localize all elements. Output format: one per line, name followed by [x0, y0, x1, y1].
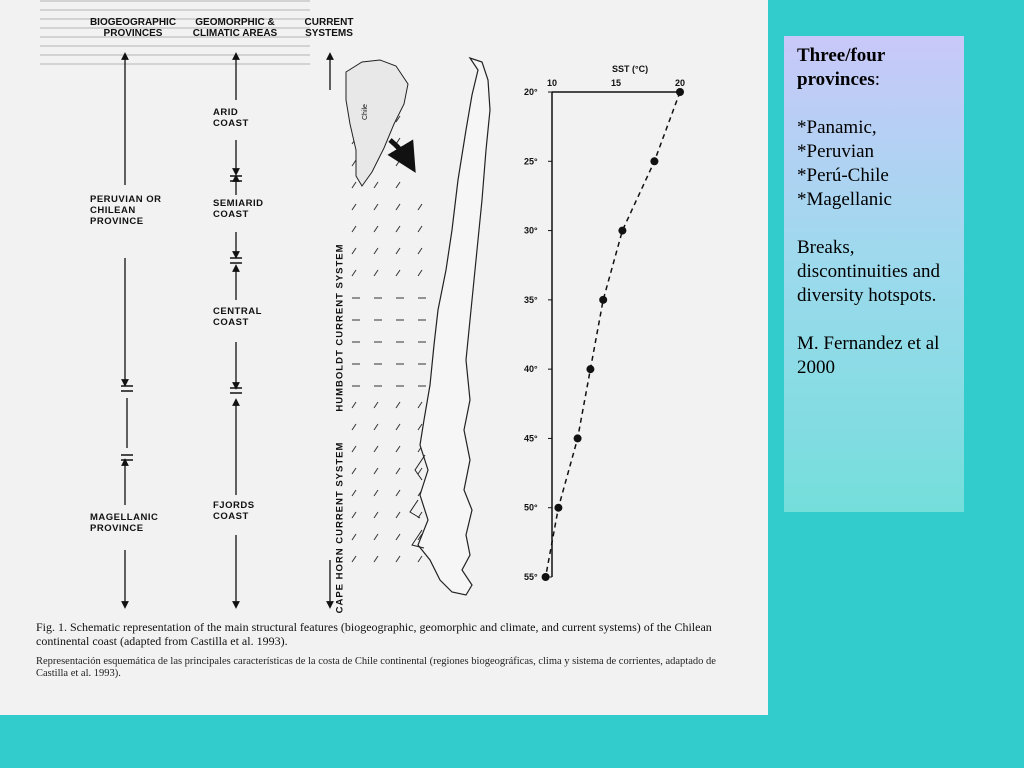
figure-caption-english: Fig. 1. Schematic representation of the main structural features (biogeographic, geomorphic and climate, and current systems) of the Chilean continental coast (adapted from Castilla et al. 1993).: [36, 620, 712, 648]
current-flow-arrow: [396, 160, 400, 166]
current-flow-arrow: [352, 182, 356, 188]
notes-breaks: Breaks, discontinuities and diversity hotspots.: [797, 237, 941, 306]
sst-line: [546, 92, 680, 577]
current-flow-arrow: [396, 226, 400, 232]
sst-data-point: [574, 434, 582, 442]
label-central-coast: CENTRAL COAST: [213, 306, 262, 328]
notes-panel: [784, 36, 964, 512]
label-fjords-coast: FJORDS COAST: [213, 500, 255, 522]
sst-y-tick-label: 45°: [524, 433, 538, 444]
current-flow-arrow: [396, 204, 400, 210]
sst-data-point: [618, 227, 626, 235]
current-flow-arrow: [374, 534, 378, 540]
current-flow-arrow: [352, 270, 356, 276]
current-flow-arrow: [396, 424, 400, 430]
current-flow-arrow: [352, 512, 356, 518]
current-flow-arrow: [396, 270, 400, 276]
current-flow-arrow: [418, 270, 422, 276]
sst-data-point: [650, 157, 658, 165]
sst-data-point: [676, 88, 684, 96]
current-flow-arrow: [374, 424, 378, 430]
current-flow-arrow: [396, 248, 400, 254]
chile-map-outline: [418, 58, 490, 595]
sst-data-point: [554, 504, 562, 512]
current-flow-arrow: [396, 468, 400, 474]
current-flow-arrow: [374, 556, 378, 562]
notes-title: Three/four provinces:: [797, 45, 885, 90]
current-flow-arrow: [352, 534, 356, 540]
sst-chart: [524, 64, 685, 582]
label-magellanic-province: MAGELLANIC PROVINCE: [90, 512, 159, 534]
current-flow-arrow: [374, 270, 378, 276]
inset-chile-label: Chile: [362, 104, 369, 120]
sst-y-tick-label: 55°: [524, 572, 538, 582]
sst-y-tick-label: 30°: [524, 225, 538, 236]
current-flow-arrow: [374, 490, 378, 496]
current-flow-arrow: [352, 248, 356, 254]
current-flow-arrow: [352, 160, 356, 166]
sst-x-tick-label: 15: [611, 78, 622, 88]
current-flow-arrow: [396, 446, 400, 452]
current-flow-arrow: [374, 226, 378, 232]
sst-data-point: [586, 365, 594, 373]
label-capehorn-current: CAPE HORN CURRENT SYSTEM: [334, 441, 346, 614]
current-flow-arrow: [374, 182, 378, 188]
sst-y-tick-label: 20°: [524, 87, 538, 97]
current-flow-arrow: [418, 468, 422, 474]
current-flow-arrow: [396, 534, 400, 540]
current-flow-arrow: [396, 402, 400, 408]
current-flow-arrow: [352, 490, 356, 496]
current-flow-arrow: [374, 204, 378, 210]
notes-citation: M. Fernandez et al 2000: [797, 333, 940, 378]
label-peruvian-province: PERUVIAN OR CHILEAN PROVINCE: [90, 194, 162, 227]
current-flow-arrow: [396, 490, 400, 496]
label-semiarid-coast: SEMIARID COAST: [213, 198, 264, 220]
header-biogeographic: BIOGEOGRAPHIC PROVINCES: [89, 17, 177, 39]
south-america-inset: [346, 60, 408, 186]
current-flow-arrow: [352, 204, 356, 210]
current-flow-arrow: [374, 512, 378, 518]
current-flow-arrow: [374, 248, 378, 254]
header-geomorphic: GEOMORPHIC & CLIMATIC AREAS: [192, 17, 278, 39]
sst-x-tick-label: 10: [547, 78, 558, 88]
current-flow-arrow: [374, 446, 378, 452]
sst-y-tick-label: 25°: [524, 156, 538, 167]
sst-data-point: [542, 573, 550, 581]
current-flow-arrow: [352, 424, 356, 430]
province-item: *Magellanic: [797, 189, 892, 210]
current-flow-arrow: [418, 204, 422, 210]
sst-x-tick-label: 20: [675, 78, 686, 88]
inset-pointer-arrow: [390, 140, 408, 160]
sst-axis-title: SST (°C): [612, 64, 649, 74]
current-flow-arrow: [352, 446, 356, 452]
sst-y-tick-label: 50°: [524, 502, 538, 513]
current-flow-arrow: [418, 402, 422, 408]
current-flow-arrow: [418, 226, 422, 232]
current-flow-arrow: [374, 468, 378, 474]
figure-caption-spanish: Representación esquemática de las principales características de la costa de Chile continental (regiones biogeográficas, clima y sistema de corrientes, adaptado de Castilla et al. 1993).: [36, 656, 716, 679]
current-flow-arrow: [396, 182, 400, 188]
current-flow-arrow: [352, 226, 356, 232]
current-flow-arrow: [352, 556, 356, 562]
current-flow-arrow: [418, 248, 422, 254]
province-item: *Perú-Chile: [797, 165, 889, 186]
current-flow-arrow: [418, 424, 422, 430]
current-flow-arrow: [352, 402, 356, 408]
province-item: *Peruvian: [797, 141, 875, 162]
sst-y-tick-label: 40°: [524, 364, 538, 375]
province-item: *Panamic,: [797, 117, 877, 138]
current-flow-arrow: [352, 468, 356, 474]
sst-data-point: [599, 296, 607, 304]
current-flow-arrow: [396, 556, 400, 562]
header-current: CURRENT SYSTEMS: [304, 17, 354, 39]
label-humboldt-current: HUMBOLDT CURRENT SYSTEM: [334, 243, 346, 412]
sst-y-tick-label: 35°: [524, 294, 538, 305]
label-arid-coast: ARID COAST: [213, 107, 249, 129]
current-flow-arrow: [418, 556, 422, 562]
current-flow-arrow: [396, 512, 400, 518]
current-flow-arrow: [374, 402, 378, 408]
